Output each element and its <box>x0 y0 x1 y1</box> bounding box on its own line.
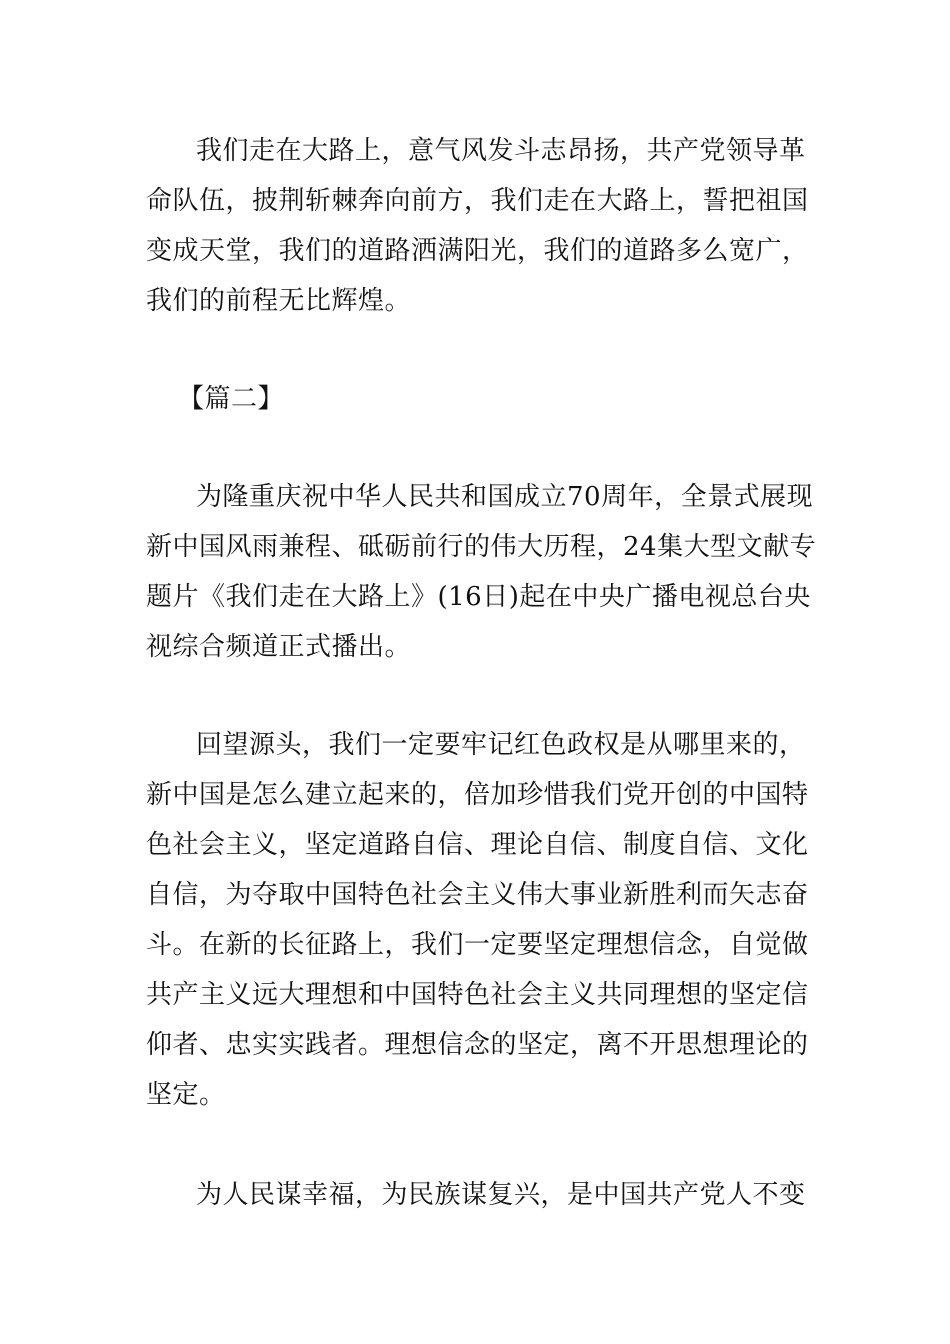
text-line: 视综合频道正式播出。 <box>146 632 412 662</box>
text-line: 共产主义远大理想和中国特色社会主义共同理想的坚定信 <box>146 980 809 1010</box>
text-line: 回望源头，我们一定要牢记红色政权是从哪里来的， <box>196 730 806 760</box>
text-line: 为隆重庆祝中华人民共和国成立70周年，全景式展现 <box>196 482 814 512</box>
text-line: 坚定。 <box>146 1080 226 1110</box>
text-line: 变成天堂，我们的道路洒满阳光，我们的道路多么宽广， <box>146 236 809 266</box>
text-line: 我们走在大路上，意气风发斗志昂扬，共产党领导革 <box>196 136 806 166</box>
section-heading: 【篇二】 <box>178 384 285 414</box>
text-line: 新中国是怎么建立起来的，倍加珍惜我们党开创的中国特 <box>146 780 809 810</box>
text-line: 色社会主义，坚定道路自信、理论自信、制度自信、文化 <box>146 830 809 860</box>
text-line: 为人民谋幸福，为民族谋复兴，是中国共产党人不变 <box>196 1180 806 1210</box>
text-line: 自信，为夺取中国特色社会主义伟大事业新胜利而矢志奋 <box>146 880 809 910</box>
text-line: 斗。在新的长征路上，我们一定要坚定理想信念，自觉做 <box>146 930 809 960</box>
text-line: 题片《我们走在大路上》(16日)起在中央广播电视总台央 <box>146 582 811 612</box>
text-line: 命队伍，披荆斩棘奔向前方，我们走在大路上，誓把祖国 <box>146 186 809 216</box>
text-line: 仰者、忠实实践者。理想信念的坚定，离不开思想理论的 <box>146 1030 809 1060</box>
text-line: 新中国风雨兼程、砥砺前行的伟大历程，24集大型文献专 <box>146 532 817 562</box>
text-line: 我们的前程无比辉煌。 <box>146 286 412 316</box>
